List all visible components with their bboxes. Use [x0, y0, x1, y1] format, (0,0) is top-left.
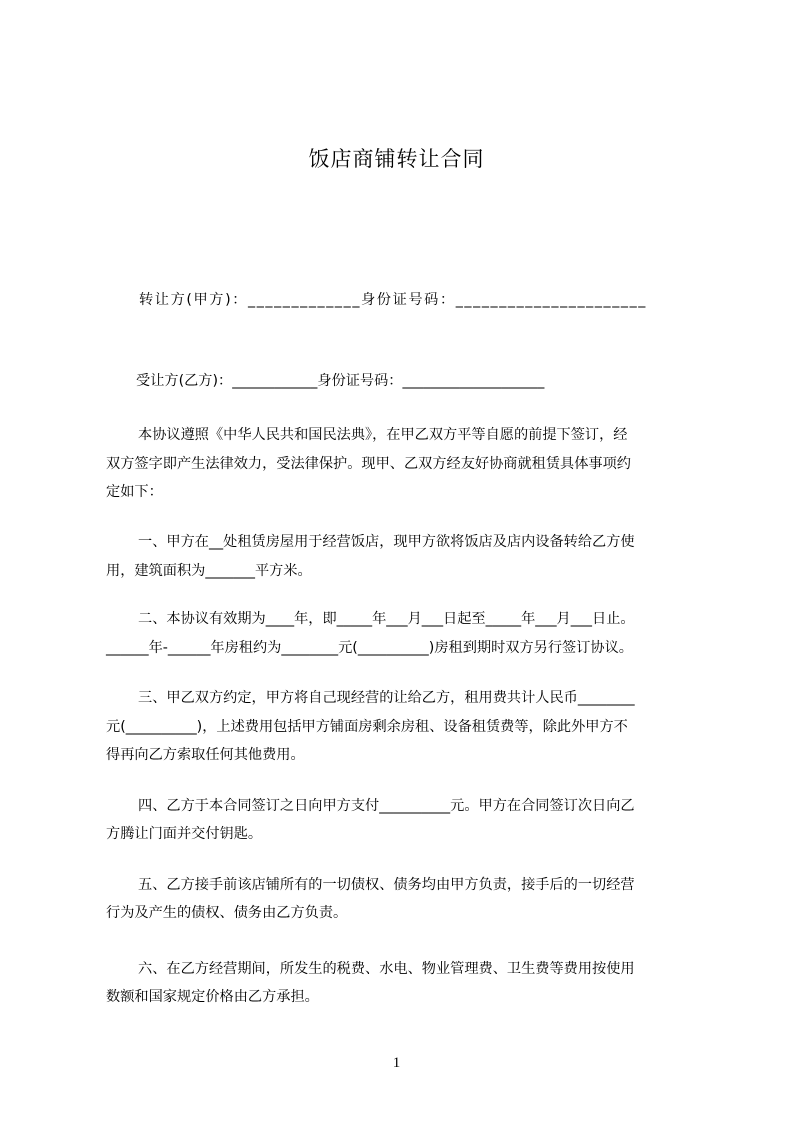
preamble-line: 双方签字即产生法律效力，受法律保护。现甲、乙双方经友好协商就租赁具体事项约 — [106, 456, 631, 472]
clause-4-line: 四、乙方于本合同签订之日向甲方支付__________元。甲方在合同签订次日向乙 — [138, 798, 635, 814]
preamble-line: 定如下： — [106, 484, 163, 500]
clause-5-line: 行为及产生的债权、债务由乙方负责。 — [106, 905, 348, 921]
clause-2-line: ______年-______年房租约为________元(__________)房租到期时双方另行签订协议。 — [106, 640, 633, 656]
preamble-line: 本协议遵照《中华人民共和国民法典》，在甲乙双方平等自愿的前提下签订，经 — [138, 427, 628, 443]
transferee-line: 受让方(乙方)：____________身份证号码：____________________ — [136, 373, 545, 389]
clause-1-line: 用，建筑面积为_______平方米。 — [106, 563, 312, 579]
clause-3-line: 三、甲乙双方约定，甲方将自己现经营的让给乙方，租用费共计人民币________ — [138, 690, 635, 706]
clause-1-line: 一、甲方在__处租赁房屋用于经营饭店，现甲方欲将饭店及店内设备转给乙方使 — [138, 534, 635, 550]
transferor-line: 转让方(甲方)：_____________身份证号码：______________________ — [139, 292, 648, 308]
clause-2-line: 二、本协议有效期为____年，即_____年___月___日起至_____年___月___日止。 — [138, 611, 635, 627]
clause-6-line: 六、在乙方经营期间，所发生的税费、水电、物业管理费、卫生费等费用按使用 — [138, 961, 635, 977]
clause-3-line: 得再向乙方索取任何其他费用。 — [106, 747, 305, 763]
clause-5-line: 五、乙方接手前该店铺所有的一切债权、债务均由甲方负责，接手后的一切经营 — [138, 877, 635, 893]
clause-4-line: 方腾让门面并交付钥匙。 — [106, 826, 263, 842]
page-number: 1 — [392, 1055, 401, 1071]
clause-3-line: 元(__________)，上述费用包括甲方铺面房剩余房租、设备租赁费等，除此外甲方不 — [106, 719, 628, 735]
document-title: 饭店商铺转让合同 — [308, 147, 485, 171]
clause-6-line: 数额和国家规定价格由乙方承担。 — [106, 989, 319, 1005]
